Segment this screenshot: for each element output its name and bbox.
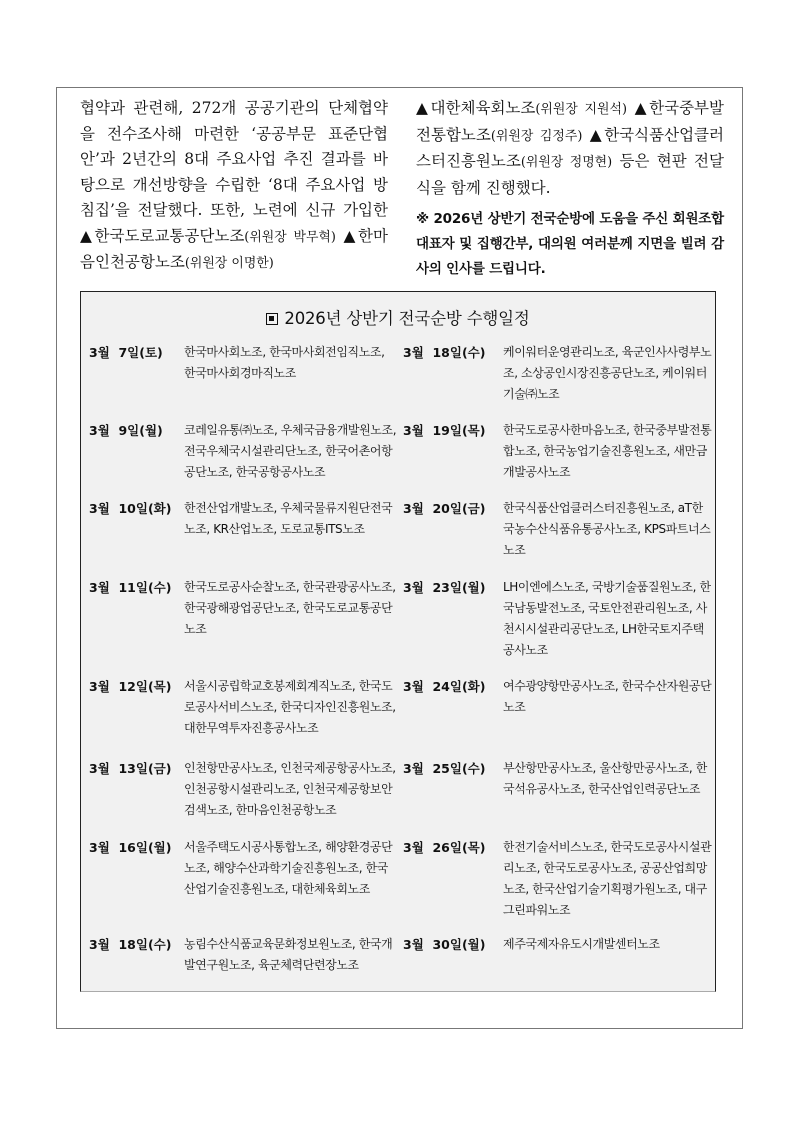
article-left-column (80, 96, 388, 277)
chair-name: (위원장 지원석) (535, 102, 627, 117)
entry-date: 3월 11일(수) (89, 580, 172, 595)
chair-name: (위원장 김정주) (490, 128, 583, 144)
entry-orgs: 한국식품산업클러스터진흥원노조, aT한국농수산식품유통공사노조, KPS파트너스노조 (503, 501, 711, 557)
entry-date: 3월 18일(수) (403, 345, 486, 360)
entry-orgs: 서울시공립학교호봉제회계직노조, 한국도로공사서비스노조, 한국디자인진흥원노조, 대한무역투자진흥공사노조 (184, 679, 396, 735)
entry-date: 3월 16일(월) (89, 840, 172, 855)
chair-name: (위원장 박무혁) (244, 229, 336, 245)
paragraph-text: 등은 현판 전달식을 함께 진행했다. (416, 152, 724, 197)
entry-date: 3월 10일(화) (89, 501, 172, 516)
entry-orgs: 한국도로공사순찰노조, 한국관광공사노조, 한국광해광업공단노조, 한국도로교통공단노조 (184, 580, 396, 636)
chair-name: (위원장 정명현) (520, 155, 613, 170)
entry-orgs: 부산항만공사노조, 울산항만공사노조, 한국석유공사노조, 한국산업인력공단노조 (503, 761, 707, 796)
article-right-column (416, 96, 724, 282)
entry-date: 3월 23일(월) (403, 580, 486, 595)
entry-date: 3월 20일(금) (403, 501, 486, 516)
schedule-title (81, 305, 715, 329)
entry-orgs: 제주국제자유도시개발센터노조 (503, 937, 660, 951)
entry-date: 3월 26일(목) (403, 840, 486, 855)
entry-orgs: 서울주택도시공사통합노조, 해양환경공단노조, 해양수산과학기술진흥원노조, 한국산업기술진흥원노조, 대한체육회노조 (184, 840, 393, 896)
schedule-title-text: 2026년 상반기 전국순방 수행일정 (284, 309, 530, 328)
square-bullet-icon (266, 313, 278, 325)
paragraph-text: ▲대한체육회노조 (416, 99, 536, 117)
paragraph-text: 협약과 관련해, 272개 공공기관의 단체협약을 전수조사해 마련한 ‘공공부문 표준단협안’과 2년간의 8대 주요사업 추진 결과를 바탕으로 개선방향을 수립한 ‘8대 주요사업 방침집’을 전달했다. 또한, 노련에 신규 가입한 ▲한국도로교통공단노조 (80, 99, 388, 245)
entry-orgs: 여수광양항만공사노조, 한국수산자원공단노조 (503, 679, 712, 714)
entry-date: 3월 12일(목) (89, 679, 172, 694)
entry-orgs: LH이엔에스노조, 국방기술품질원노조, 한국남동발전노조, 국토안전관리원노조, 사천시시설관리공단노조, LH한국토지주택공사노조 (503, 580, 711, 657)
entry-orgs: 인천항만공사노조, 인천국제공항공사노조, 인천공항시설관리노조, 인천국제공항보안검색노조, 한마음인천공항노조 (184, 761, 396, 817)
entry-orgs: 한국마사회노조, 한국마사회전임직노조, 한국마사회경마직노조 (184, 345, 385, 380)
entry-orgs: 코레일유통㈜노조, 우체국금융개발원노조, 전국우체국시설관리단노조, 한국어촌어항공단노조, 한국공항공사노조 (184, 423, 397, 479)
chair-name: (위원장 이명한) (184, 256, 274, 271)
entry-orgs: 농림수산식품교육문화정보원노조, 한국개발연구원노조, 육군체력단련장노조 (184, 937, 393, 972)
article-paragraph (80, 96, 388, 277)
thank-you-notice: ※ 2026년 상반기 전국순방에 도움을 주신 회원조합 대표자 및 집행간부, 대의원 여러분께 지면을 빌려 감사의 인사를 드립니다. (416, 211, 724, 277)
paragraph-text: ▲한국중부발전통합노조 (416, 99, 724, 144)
entry-orgs: 한전기술서비스노조, 한국도로공사시설관리노조, 한국도로공사노조, 공공산업희망노조, 한국산업기술기획평가원노조, 대구그린파워노조 (503, 840, 712, 917)
paragraph-text: ▲한국식품산업클러스터진흥원노조 (416, 125, 724, 170)
entry-date: 3월 9일(월) (89, 423, 163, 438)
entry-orgs: 케이워터운영관리노조, 육군인사사령부노조, 소상공인시장진흥공단노조, 케이워터기술㈜노조 (503, 345, 712, 401)
entry-date: 3월 19일(목) (403, 423, 486, 438)
entry-orgs: 한전산업개발노조, 우체국물류지원단전국노조, KR산업노조, 도로교통ITS노조 (184, 501, 393, 536)
entry-date: 3월 13일(금) (89, 761, 172, 776)
paragraph-text: ▲한마음인천공항노조 (80, 226, 388, 271)
entry-date: 3월 30일(월) (403, 937, 486, 952)
entry-date: 3월 7일(토) (89, 345, 163, 360)
schedule-box (80, 291, 716, 992)
entry-date: 3월 18일(수) (89, 937, 172, 952)
entry-date: 3월 25일(수) (403, 761, 486, 776)
entry-orgs: 한국도로공사한마음노조, 한국중부발전통합노조, 한국농업기술진흥원노조, 새만금개발공사노조 (503, 423, 712, 479)
article-paragraph (416, 96, 724, 201)
entry-date: 3월 24일(화) (403, 679, 486, 694)
